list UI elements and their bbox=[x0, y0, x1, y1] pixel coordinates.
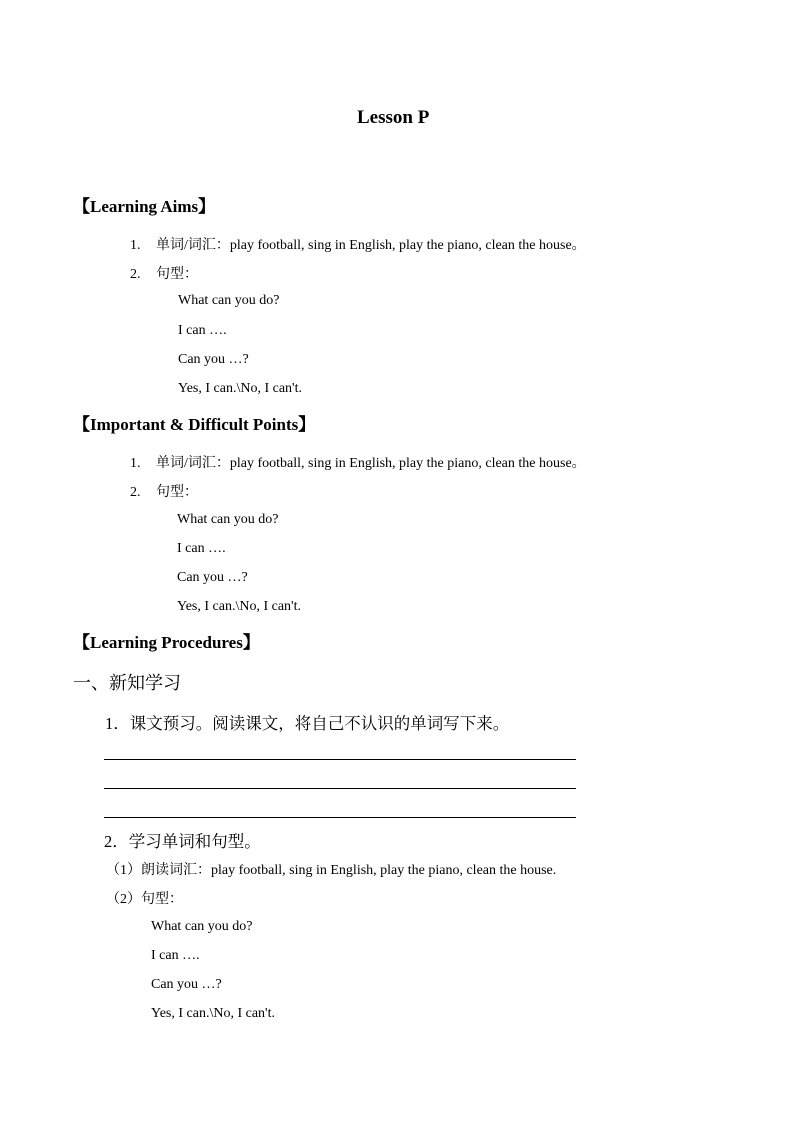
sentence-line: Yes, I can.\No, I can't. bbox=[151, 1006, 275, 1021]
item-number: 2. bbox=[130, 267, 141, 282]
sentence-line: I can …. bbox=[177, 541, 226, 556]
sentence-line: Yes, I can.\No, I can't. bbox=[178, 381, 302, 396]
section-heading-learning-procedures: 【Learning Procedures】 bbox=[73, 633, 260, 652]
section-heading-learning-aims: 【Learning Aims】 bbox=[73, 197, 216, 216]
item-text: 句型： bbox=[156, 267, 198, 282]
sub-step-2: （2）句型： bbox=[106, 892, 183, 907]
item-text: 单词/词汇：play football, sing in English, play the piano, clean the house。 bbox=[156, 456, 586, 471]
step-2: 2．学习单词和句型。 bbox=[104, 832, 261, 851]
sentence-line: I can …. bbox=[178, 323, 227, 338]
item-text: 句型： bbox=[156, 485, 198, 500]
points-item-1 bbox=[130, 452, 586, 472]
sentence-line: What can you do? bbox=[151, 919, 253, 934]
page-title: Lesson P bbox=[357, 107, 430, 128]
sub-step-1: （1）朗读词汇：play football, sing in English, play the piano, clean the house. bbox=[106, 863, 557, 878]
sentence-line: What can you do? bbox=[178, 293, 280, 308]
part-title: 一、新知学习 bbox=[73, 673, 181, 693]
sentence-line: What can you do? bbox=[177, 512, 279, 527]
sentence-line: Can you …? bbox=[178, 352, 249, 367]
sentence-line: Yes, I can.\No, I can't. bbox=[177, 599, 301, 614]
aims-item-1 bbox=[130, 234, 586, 254]
points-item-2 bbox=[130, 481, 198, 501]
item-number: 2. bbox=[130, 485, 141, 500]
answer-line[interactable] bbox=[104, 759, 576, 760]
item-number: 1. bbox=[130, 456, 141, 471]
sentence-line: Can you …? bbox=[177, 570, 248, 585]
answer-line[interactable] bbox=[104, 788, 576, 789]
answer-line[interactable] bbox=[104, 817, 576, 818]
sentence-line: I can …. bbox=[151, 948, 200, 963]
step-1: 1．课文预习。阅读课文，将自己不认识的单词写下来。 bbox=[105, 714, 510, 733]
sentence-line: Can you …? bbox=[151, 977, 222, 992]
aims-item-2 bbox=[130, 263, 198, 283]
item-number: 1. bbox=[130, 238, 141, 253]
section-heading-important-points: 【Important & Difficult Points】 bbox=[73, 415, 316, 434]
item-text: 单词/词汇：play football, sing in English, play the piano, clean the house。 bbox=[156, 238, 586, 253]
